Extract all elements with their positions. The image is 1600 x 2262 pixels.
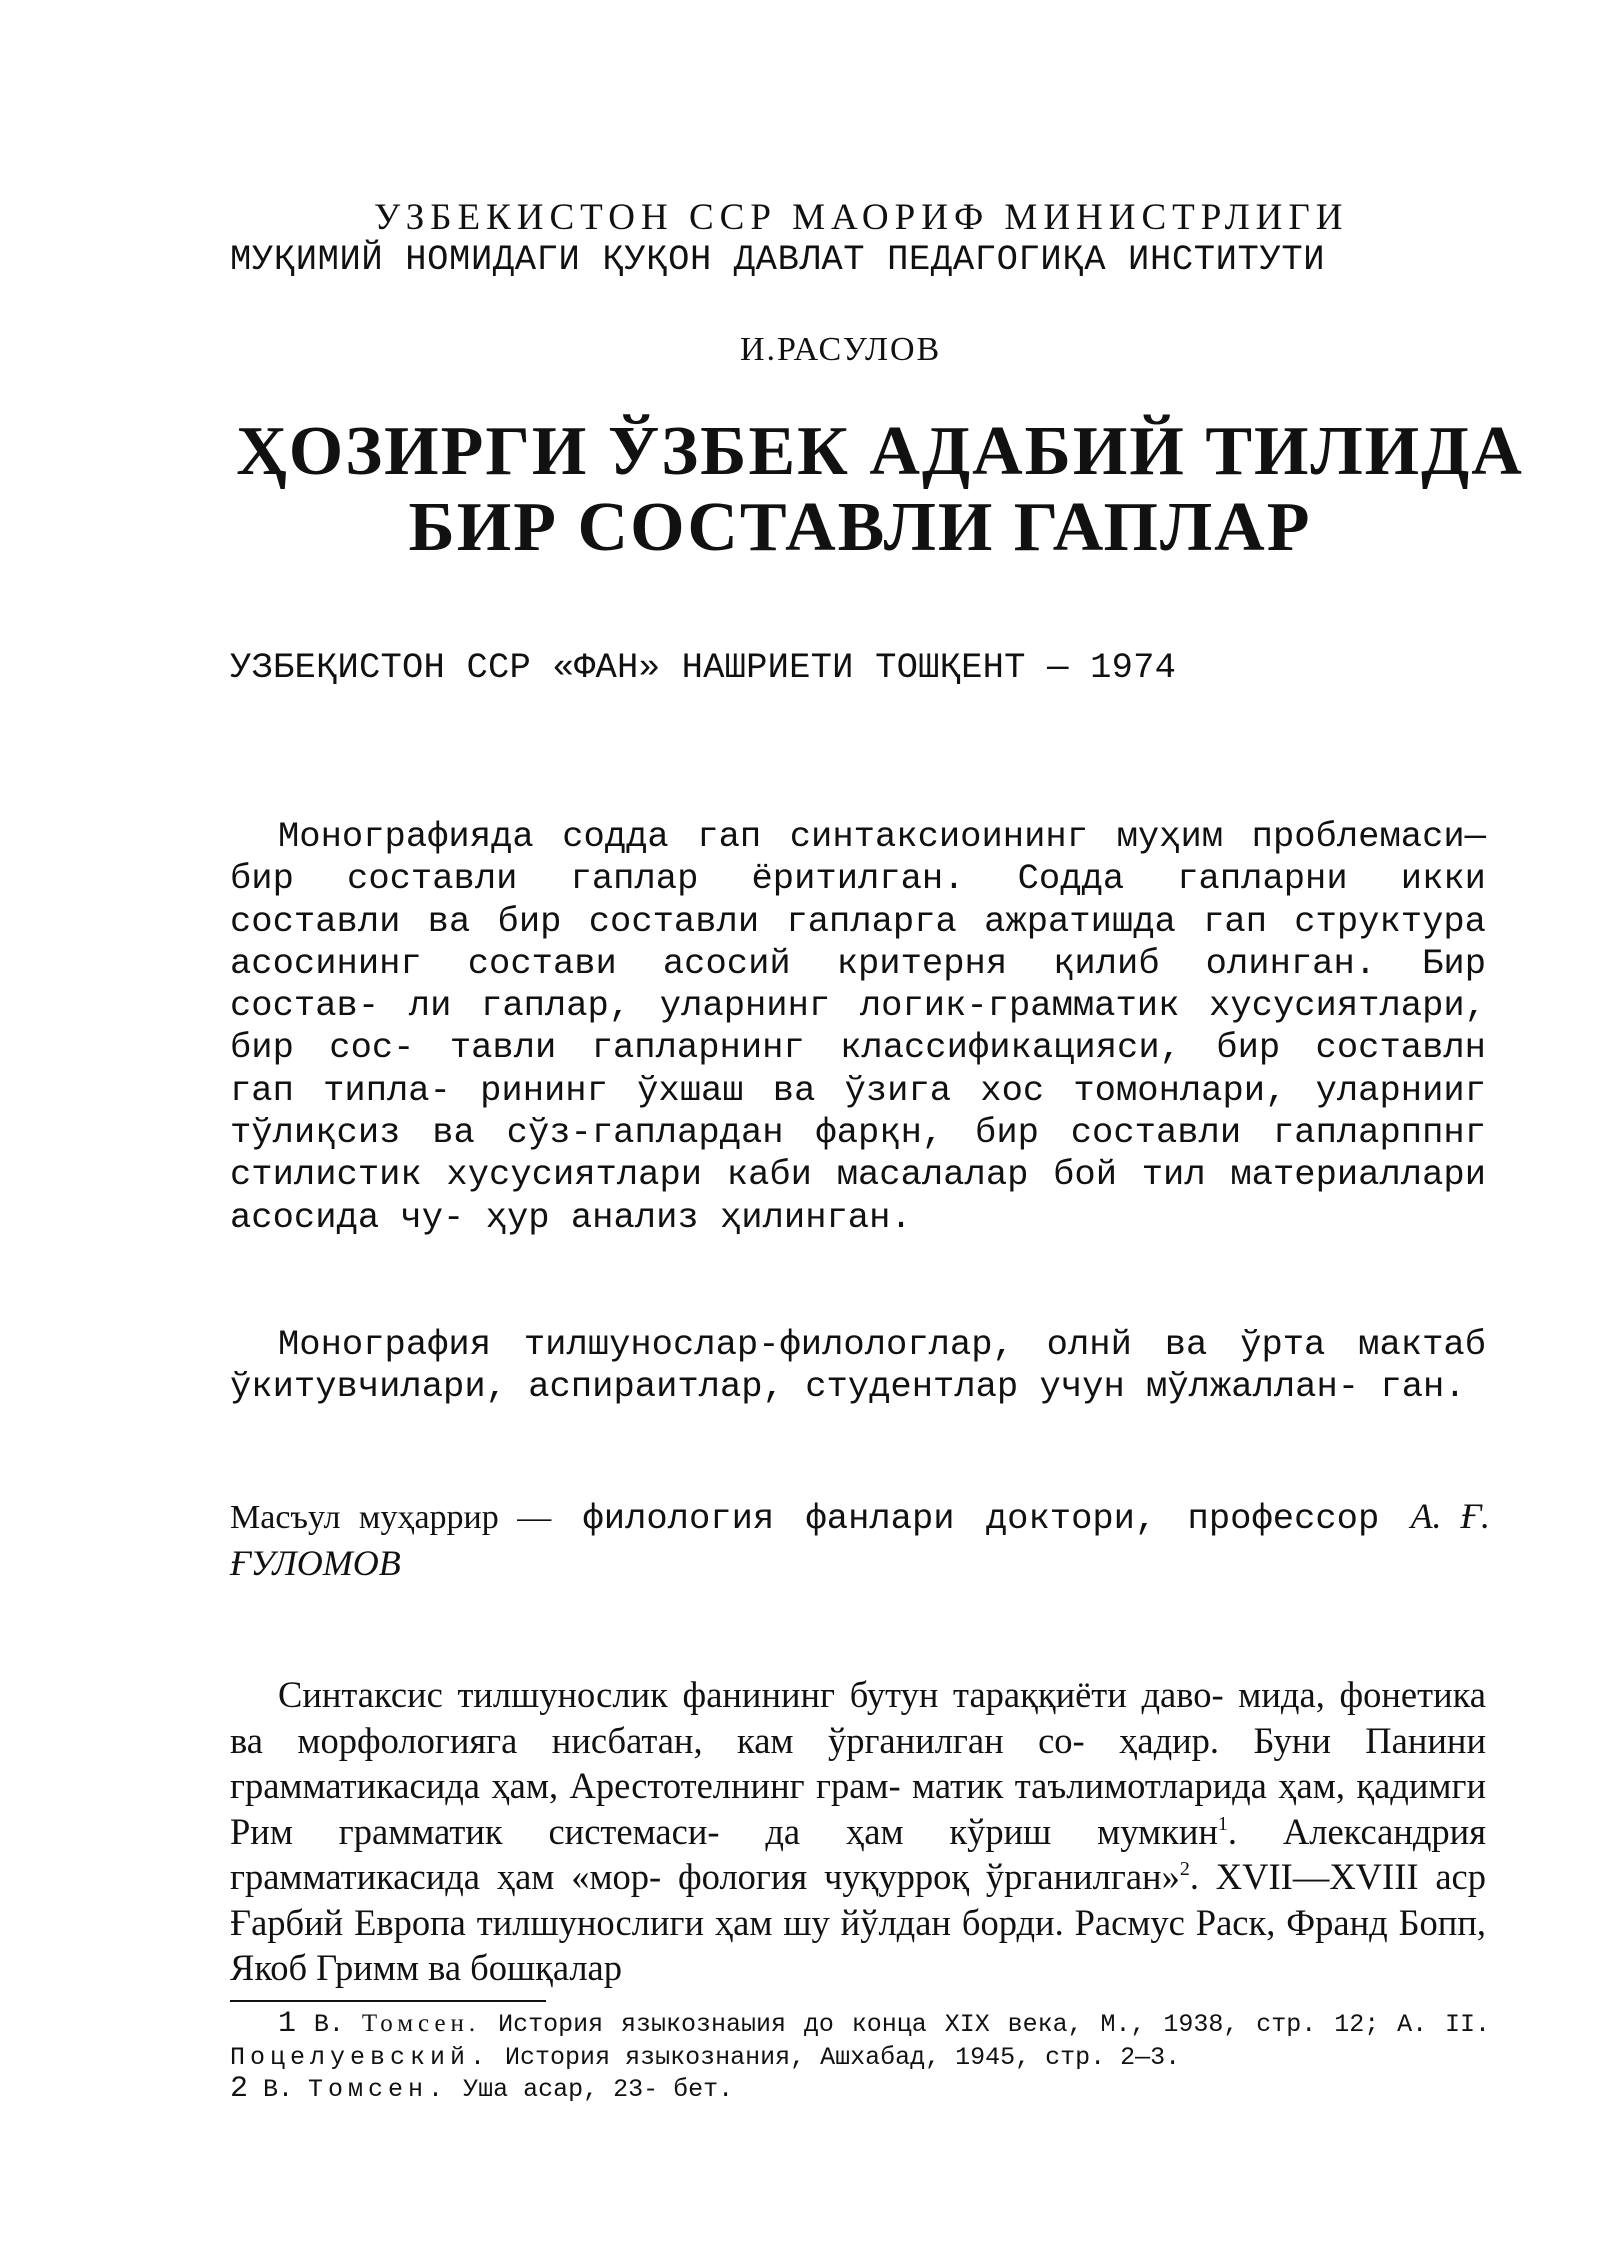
book-title-line-2: БИР СОСТАВЛИ ГАПЛАР [408,489,1312,566]
body-paragraph [230,1672,1486,1991]
audience-paragraph: Монография тилшунослар-филологлар, олнй ва ўрта мактаб ўкитувчилари, аспираитлар, студентлар учун мўлжаллан- ган. [230,1324,1486,1408]
body-text-part: . XVII—XVIII аср Ғарбий Европа тилшунослиги ҳам шу йўлдан борди. Расмус Раск, Франд Бопп, Якоб Гримм ва бошқалар [230,1856,1486,1988]
footnote-1 [230,2007,1490,2074]
footnote-2 [230,2073,1490,2106]
footnote-text: В. [248,2075,309,2104]
editor-title: филология фанлари доктори, профессор [551,1498,1411,1539]
footnote-text: Уша асар, 23- бет. [448,2075,734,2104]
editor-label: Масъул муҳаррир — [230,1499,552,1536]
footnote-text: История языкознания, Ашхабад, 1945, стр. 2—3. [490,2043,1181,2072]
body-text-part: . Александрия грамматикасида ҳам «мор- фология чуқурроқ ўрганилган» [230,1810,1487,1897]
footnote-divider [230,2000,546,2002]
institute-heading: МУҚИМИЙ НОМИДАГИ ҚУҚОН ДАВЛАТ ПЕДАГОГИҚА ИНСТИТУТИ [230,239,1326,280]
author-name: И.РАСУЛОВ [740,331,942,368]
footnote-text: В. [296,2010,362,2039]
footnote-author: Томсен. [361,2010,481,2037]
book-title-line-1: ҲОЗИРГИ ЎЗБЕК АДАБИЙ ТИЛИДА [236,413,1524,490]
footnote-author: Поцелуевский. [230,2043,491,2072]
publisher-line: УЗБЕҚИСТОН ССР «ФАН» НАШРИЕТИ ТОШҚЕНТ — 1974 [230,647,1177,688]
body-text-part: Синтаксис тилшунослик фанининг бутун тараққиёти даво- мида, фонетика ва морфологияга нисбатан, кам ўрганилган со- ҳадир. Буни Панини грамматикасида ҳам, Арестотелнинг грам- матик таълимотларида ҳам, қадимги Рим грамматик системаси- да ҳам кўриш мумкин [230,1674,1486,1852]
footnote-ref-1: 1 [1217,1812,1228,1835]
footnote-ref-2: 2 [1179,1858,1190,1880]
abstract-paragraph: Монографияда содда гап синтаксиоининг муҳим проблемаси—бир составли гаплар ёритилган. Содда гапларни икки составли ва бир составли гапларга ажратишда гап структура асосининг состави асосий критерня қилиб олинган. Бир состав- ли гаплар, уларнинг логик-грамматик хусусиятлари, бир сос- тавли гапларнинг классификацияси, бир составлн гап типла- рининг ўхшаш ва ўзига хос томонлари, уларнииг тўлиқсиз ва сўз-гаплардан фарқн, бир составли гапларппнг стилистик хусусиятлари каби масалалар бой тил материаллари асосида чу- ҳур анализ ҳилинган. [230,816,1486,1238]
editor-name: А. Ғ. ҒУЛОМОВ [230,1496,1490,1583]
footnote-number: 1 [278,2007,297,2041]
footnote-author: Томсен. [308,2075,449,2104]
footnote-text: История языкознаыия до конца XIX века, М., 1938, стр. 12; А. II. [480,2010,1490,2039]
footnote-number: 2 [230,2072,249,2106]
ministry-heading: УЗБЕКИСТОН ССР МАОРИФ МИНИСТРЛИГИ [374,197,1349,238]
responsible-editor [230,1494,1490,1585]
